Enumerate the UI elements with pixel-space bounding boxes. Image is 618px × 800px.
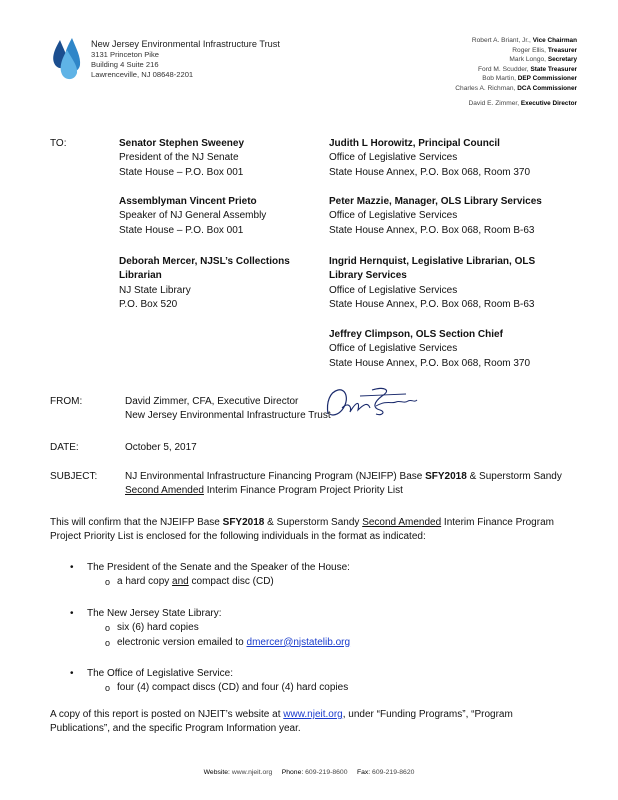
from-block: David Zimmer, CFA, Executive Director New Jersey Environmental Infrastructure Trust <box>125 396 331 422</box>
subject-label: SUBJECT: <box>50 471 98 482</box>
handwritten-signature-icon <box>320 384 420 424</box>
recipient-ols-principal-council: Judith L Horowitz, Principal Council Office of Legislative Services State House Annex, P.O. Box 068, Room 370 <box>329 138 531 178</box>
address-line: 3131 Princeton Pike <box>91 50 159 59</box>
date-label: DATE: <box>50 442 79 453</box>
email-link[interactable]: dmercer@njstatelib.org <box>246 636 351 648</box>
list-item: o electronic version emailed to dmercer@njstatelib.org <box>87 636 350 650</box>
intro-paragraph: This will confirm that the NJEIFP Base SFY2018 & Superstorm Sandy Second Amended Interim Finance Program Project Priority List is enclosed for the following individuals in the format as indicated: <box>50 517 554 543</box>
to-label: TO: <box>50 138 67 149</box>
recipient-ols-librarian: Ingrid Hernquist, Legislative Librarian, OLS Library Services Office of Legislative Services State House Annex, P.O. Box 068, Room B-63 <box>329 256 536 311</box>
list-item: • The Office of Legislative Service: o four (4) compact discs (CD) and four (4) hard copies <box>70 667 350 696</box>
memo-date: October 5, 2017 <box>125 442 197 453</box>
board-members-list <box>455 36 577 108</box>
recipient-ols-library-manager: Peter Mazzie, Manager, OLS Library Services Office of Legislative Services State House Annex, P.O. Box 068, Room B-63 <box>329 196 542 236</box>
board-member: Robert A. Briant, Jr., Vice Chairman <box>471 37 577 44</box>
address-line: Lawrenceville, NJ 08648-2201 <box>91 70 194 79</box>
list-item: o six (6) hard copies <box>87 621 350 635</box>
board-member: Ford M. Scudder, State Treasurer <box>478 65 577 73</box>
board-member: Mark Longo, Secretary <box>509 56 577 64</box>
address-line: Building 4 Suite 216 <box>91 60 159 69</box>
list-item: • The President of the Senate and the Speaker of the House: o a hard copy and compact disc (CD) <box>70 561 350 590</box>
recipient-state-library: Deborah Mercer, NJSL’s Collections Librarian NJ State Library P.O. Box 520 <box>119 256 290 311</box>
from-label: FROM: <box>50 396 83 407</box>
list-item: • The New Jersey State Library: o six (6) hard copies o electronic version emailed to dmercer@njstatelib.org <box>70 607 350 650</box>
water-drops-logo-icon <box>50 36 88 82</box>
page-footer: Website: www.njeit.org Phone: 609-219-8600 Fax: 609-219-8620 <box>203 769 415 776</box>
website-link[interactable]: www.njeit.org <box>283 709 343 720</box>
memo-subject: NJ Environmental Infrastructure Financing Program (NJEIFP) Base SFY2018 & Superstorm Sandy Second Amended Interim Finance Program Project Priority List <box>125 471 562 497</box>
board-member: Bob Martin, DEP Commissioner <box>482 75 577 83</box>
org-address-block <box>91 38 280 80</box>
recipient-assembly-speaker: Assemblyman Vincent Prieto Speaker of NJ General Assembly State House – P.O. Box 001 <box>119 196 267 236</box>
closing-paragraph: A copy of this report is posted on NJEIT’s website at www.njeit.org, under “Funding Programs”, “Program Publications”, and the specific Program Information year. <box>50 709 513 735</box>
board-member: Roger Ellis, Treasurer <box>512 46 577 54</box>
executive-director: David E. Zimmer, Executive Director <box>468 99 577 107</box>
list-item: o four (4) compact discs (CD) and four (4) hard copies <box>87 681 350 695</box>
board-member: Charles A. Richman, DCA Commissioner <box>455 84 577 92</box>
org-name: New Jersey Environmental Infrastructure Trust <box>91 39 280 49</box>
recipient-senate-president: Senator Stephen Sweeney President of the NJ Senate State House – P.O. Box 001 <box>119 138 245 178</box>
distribution-list <box>70 561 350 696</box>
recipient-ols-section-chief: Jeffrey Climpson, OLS Section Chief Office of Legislative Services State House Annex, P.O. Box 068, Room 370 <box>329 329 531 369</box>
list-item: o a hard copy and compact disc (CD) <box>87 575 350 589</box>
